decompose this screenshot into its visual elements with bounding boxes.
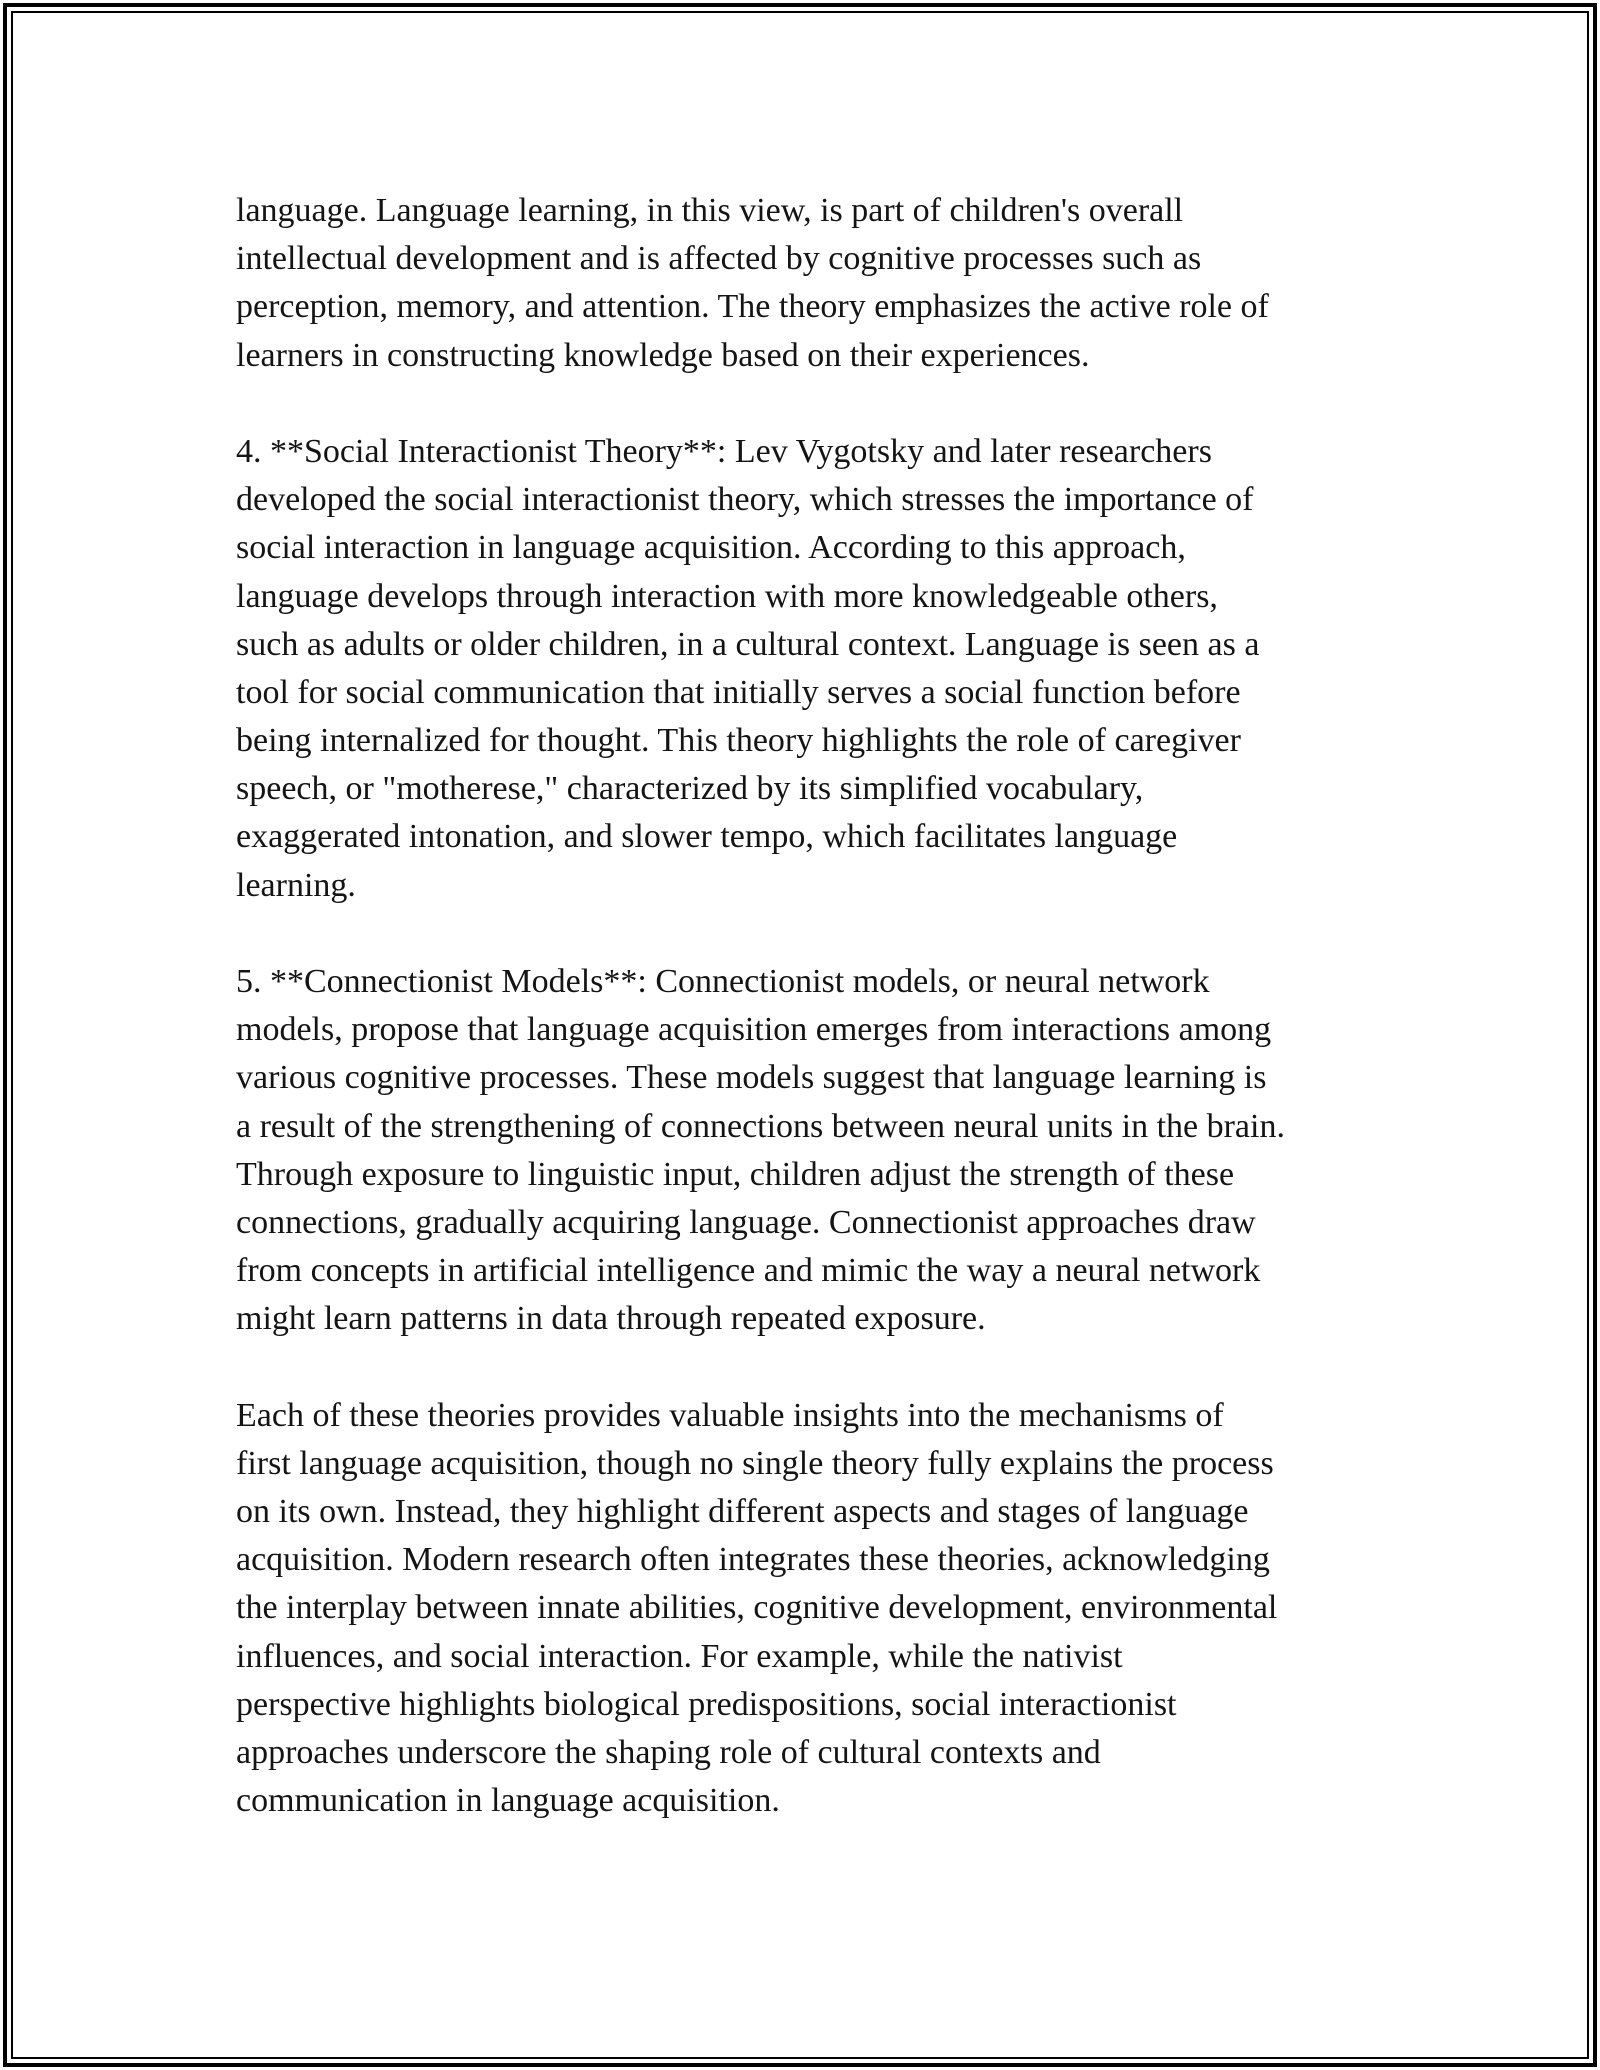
text-line: language develops through interaction with more knowledgeable others,	[236, 577, 1218, 615]
paragraph-spacer	[236, 380, 1396, 428]
text-line: Each of these theories provides valuable insights into the mechanisms of	[236, 1396, 1224, 1434]
text-line: speech, or "motherese," characterized by its simplified vocabulary,	[236, 770, 1144, 808]
paragraph-social-interactionist-theory	[236, 428, 1396, 910]
text-line: influences, and social interaction. For example, while the nativist	[236, 1637, 1123, 1675]
paragraph-spacer	[236, 1344, 1396, 1392]
text-line: tool for social communication that initially serves a social function before	[236, 673, 1241, 711]
document-body	[236, 187, 1396, 1825]
text-line: developed the social interactionist theory, which stresses the importance of	[236, 481, 1254, 519]
text-line: connections, gradually acquiring language. Connectionist approaches draw	[236, 1203, 1256, 1241]
paragraph-connectionist-models	[236, 958, 1396, 1344]
paragraph-cognitive-continuation	[236, 187, 1396, 380]
text-line: learning.	[236, 866, 356, 904]
text-line: various cognitive processes. These models suggest that language learning is	[236, 1059, 1267, 1097]
text-line: 5. **Connectionist Models**: Connectionist models, or neural network	[236, 963, 1210, 1000]
text-line: from concepts in artificial intelligence and mimic the way a neural network	[236, 1252, 1261, 1290]
text-line: exaggerated intonation, and slower tempo, which facilitates language	[236, 818, 1178, 856]
text-line: communication in language acquisition.	[236, 1782, 780, 1820]
text-line: learners in constructing knowledge based on their experiences.	[236, 336, 1090, 374]
text-line: first language acquisition, though no single theory fully explains the process	[236, 1444, 1274, 1482]
text-line: social interaction in language acquisition. According to this approach,	[236, 529, 1186, 567]
paragraph-spacer	[236, 910, 1396, 958]
text-line: 4. **Social Interactionist Theory**: Lev Vygotsky and later researchers	[236, 432, 1212, 470]
text-line: Through exposure to linguistic input, children adjust the strength of these	[236, 1155, 1235, 1193]
text-line: language. Language learning, in this view, is part of children's overall	[236, 192, 1184, 229]
text-line: on its own. Instead, they highlight different aspects and stages of language	[236, 1493, 1249, 1531]
text-line: a result of the strengthening of connections between neural units in the brain.	[236, 1107, 1285, 1145]
text-line: the interplay between innate abilities, cognitive development, environmental	[236, 1589, 1278, 1627]
text-line: acquisition. Modern research often integrates these theories, acknowledging	[236, 1541, 1270, 1579]
text-line: perspective highlights biological predispositions, social interactionist	[236, 1685, 1177, 1723]
text-line: models, propose that language acquisition emerges from interactions among	[236, 1011, 1272, 1049]
text-line: being internalized for thought. This theory highlights the role of caregiver	[236, 722, 1241, 760]
paragraph-conclusion	[236, 1392, 1396, 1826]
text-line: approaches underscore the shaping role of cultural contexts and	[236, 1734, 1101, 1771]
text-line: such as adults or older children, in a cultural context. Language is seen as a	[236, 625, 1260, 663]
text-line: perception, memory, and attention. The theory emphasizes the active role of	[236, 288, 1269, 326]
text-line: intellectual development and is affected by cognitive processes such as	[236, 240, 1202, 278]
text-line: might learn patterns in data through repeated exposure.	[236, 1300, 986, 1338]
